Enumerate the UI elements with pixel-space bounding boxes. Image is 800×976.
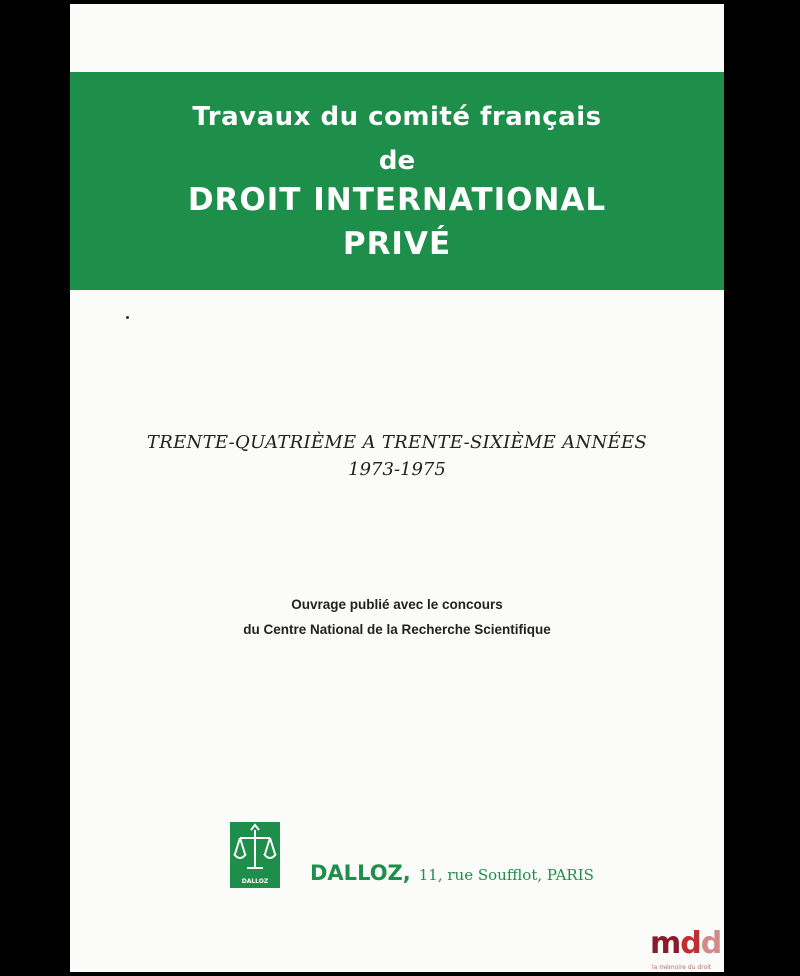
- watermark-tagline: la mémoire du droit: [652, 964, 712, 971]
- dalloz-logo: [230, 822, 280, 888]
- years-block: [70, 432, 724, 480]
- years-line-2: 1973-1975: [348, 459, 446, 480]
- publisher-address: 11, rue Soufflot, PARIS: [418, 866, 594, 884]
- watermark-logo: [650, 926, 730, 972]
- title-band: [70, 72, 724, 290]
- publisher-name: DALLOZ,: [310, 861, 411, 885]
- title-line-4: PRIVÉ: [342, 226, 452, 262]
- title-line-2: de: [378, 146, 416, 176]
- speck: [126, 316, 129, 319]
- publication-note: [70, 592, 724, 642]
- publication-line-1: Ouvrage publié avec le concours: [291, 597, 503, 612]
- book-cover: [70, 4, 724, 972]
- title-line-1: Travaux du comité français: [192, 102, 602, 132]
- publication-line-2: du Centre National de la Recherche Scientifique: [243, 622, 551, 637]
- mdd-logo: mdd: [650, 926, 722, 961]
- years-line-1: TRENTE-QUATRIÈME A TRENTE-SIXIÈME ANNÉES: [146, 432, 648, 453]
- title-line-3: DROIT INTERNATIONAL: [187, 182, 607, 218]
- scales-of-justice-icon: [230, 822, 280, 880]
- publisher-line: [310, 861, 594, 885]
- logo-caption: DALLOZ: [241, 878, 269, 885]
